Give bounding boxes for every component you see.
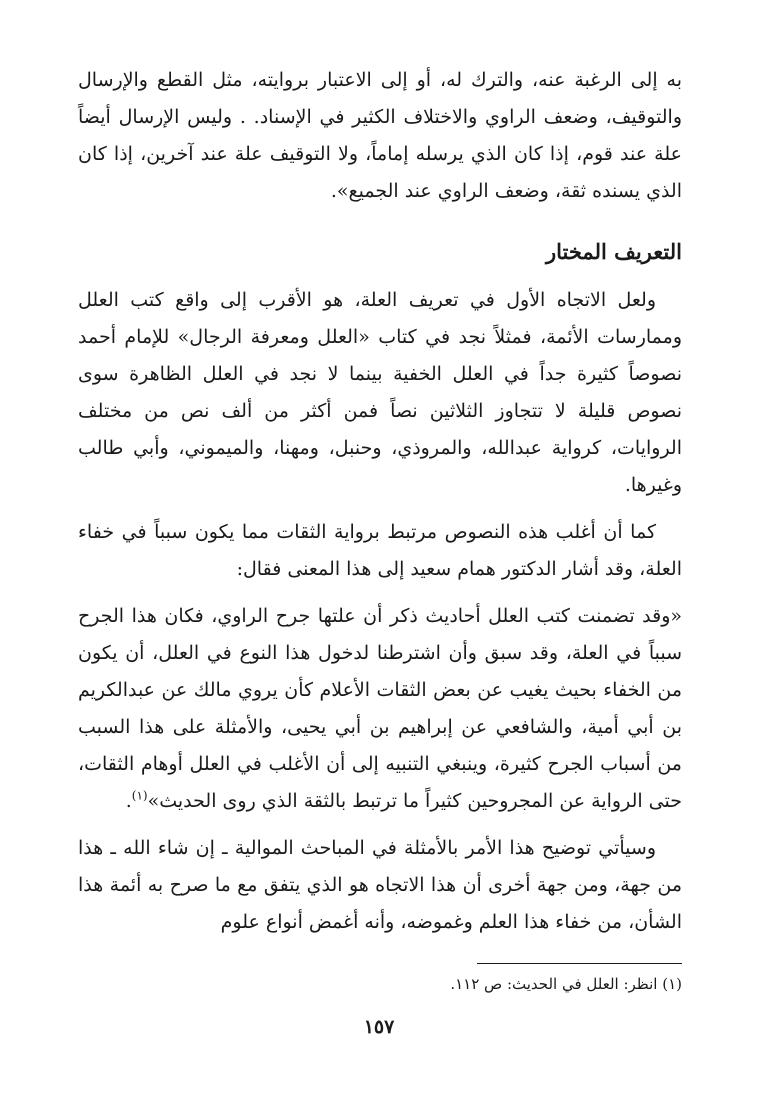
quote-text: «وقد تضمنت كتب العلل أحاديث ذكر أن علتها جرح الراوي، فكان هذا الجرح سبباً في العلة، وقد سبق وأن اشترطنا لدخول هذا النوع في العلل، أن يكون من الخفاء بحيث يغيب عن بعض الثقات الأعلام كأن يروي مالك عن عبدالكريم بن أبي أمية، والشافعي عن إبراهيم بن أبي يحيى، والأمثلة على هذا السبب من أسباب الجرح كثيرة، وينبغي التنبيه إلى أن الأغلب في العلل أوهام الثقات، حتى الرواية عن المجروحين كثيراً ما ترتبط بالثقة الذي روى الحديث» — [78, 605, 682, 812]
quote-paragraph: «وقد تضمنت كتب العلل أحاديث ذكر أن علتها جرح الراوي، فكان هذا الجرح سبباً في العلة، وقد سبق وأن اشترطنا لدخول هذا النوع في العلل، أن يكون من الخفاء بحيث يغيب عن بعض الثقات الأعلام كأن يروي مالك عن عبدالكريم بن أبي أمية، والشافعي عن إبراهيم بن أبي يحيى، والأمثلة على هذا السبب من أسباب الجرح كثيرة، وينبغي التنبيه إلى أن الأغلب في العلل أوهام الثقات، حتى الرواية عن المجروحين كثيراً ما ترتبط بالثقة الذي روى الحديث»$^{(١)}$. — [78, 605, 682, 812]
paragraph-gap — [78, 504, 682, 514]
paragraph-3: كما أن أغلب هذه النصوص مرتبط برواية الثقات مما يكون سبباً في خفاء العلة، وقد أشار الدكتور همام سعيد إلى هذا المعنى فقال: — [78, 521, 682, 580]
page-number: ١٥٧ — [363, 1016, 395, 1038]
section-heading: التعريف المختار — [546, 239, 682, 264]
footnote-reference[interactable]: (١) — [131, 788, 148, 803]
paragraph-gap — [78, 820, 682, 830]
page-body — [78, 62, 682, 941]
footnote: (١) انظر: العلل في الحديث: ص ١١٢. — [450, 975, 682, 993]
paragraph-gap — [78, 588, 682, 598]
paragraph-5: وسيأتي توضيح هذا الأمر بالأمثلة في المباحث الموالية ـ إن شاء الله ـ هذا من جهة، ومن جهة أخرى أن هذا الاتجاه هو الذي يتفق مع ما صرح به أئمة هذا الشأن، من خفاء هذا العلم وغموضه، وأنه أغمض أنواع علوم — [78, 837, 682, 933]
paragraph-1: به إلى الرغبة عنه، والترك له، أو إلى الاعتبار بروايته، مثل القطع والإرسال والتوقيف، وضعف الراوي والاختلاف الكثير في الإسناد. . وليس الإرسال أيضاً علة عند قوم، إذا كان الذي يرسله إماماً، ولا التوقيف علة عند آخرين، إذا كان الذي يسنده ثقة، وضعف الراوي عند الجميع». — [78, 69, 682, 202]
footnote-divider — [477, 963, 682, 964]
paragraph-2: ولعل الاتجاه الأول في تعريف العلة، هو الأقرب إلى واقع كتب العلل وممارسات الأئمة، فمثلاً نجد في كتاب «العلل ومعرفة الرجال» للإمام أحمد نصوصاً كثيرة جداً في العلل الخفية بينما لا نجد في العلل الظاهرة سوى نصوص قليلة لا تتجاوز الثلاثين نصاً فمن أكثر من ألف نص من مختلف الروايات، كرواية عبدالله، والمروذي، وحنبل، ومهنا، والميموني، وأبي طالب وغيرها. — [78, 289, 682, 496]
